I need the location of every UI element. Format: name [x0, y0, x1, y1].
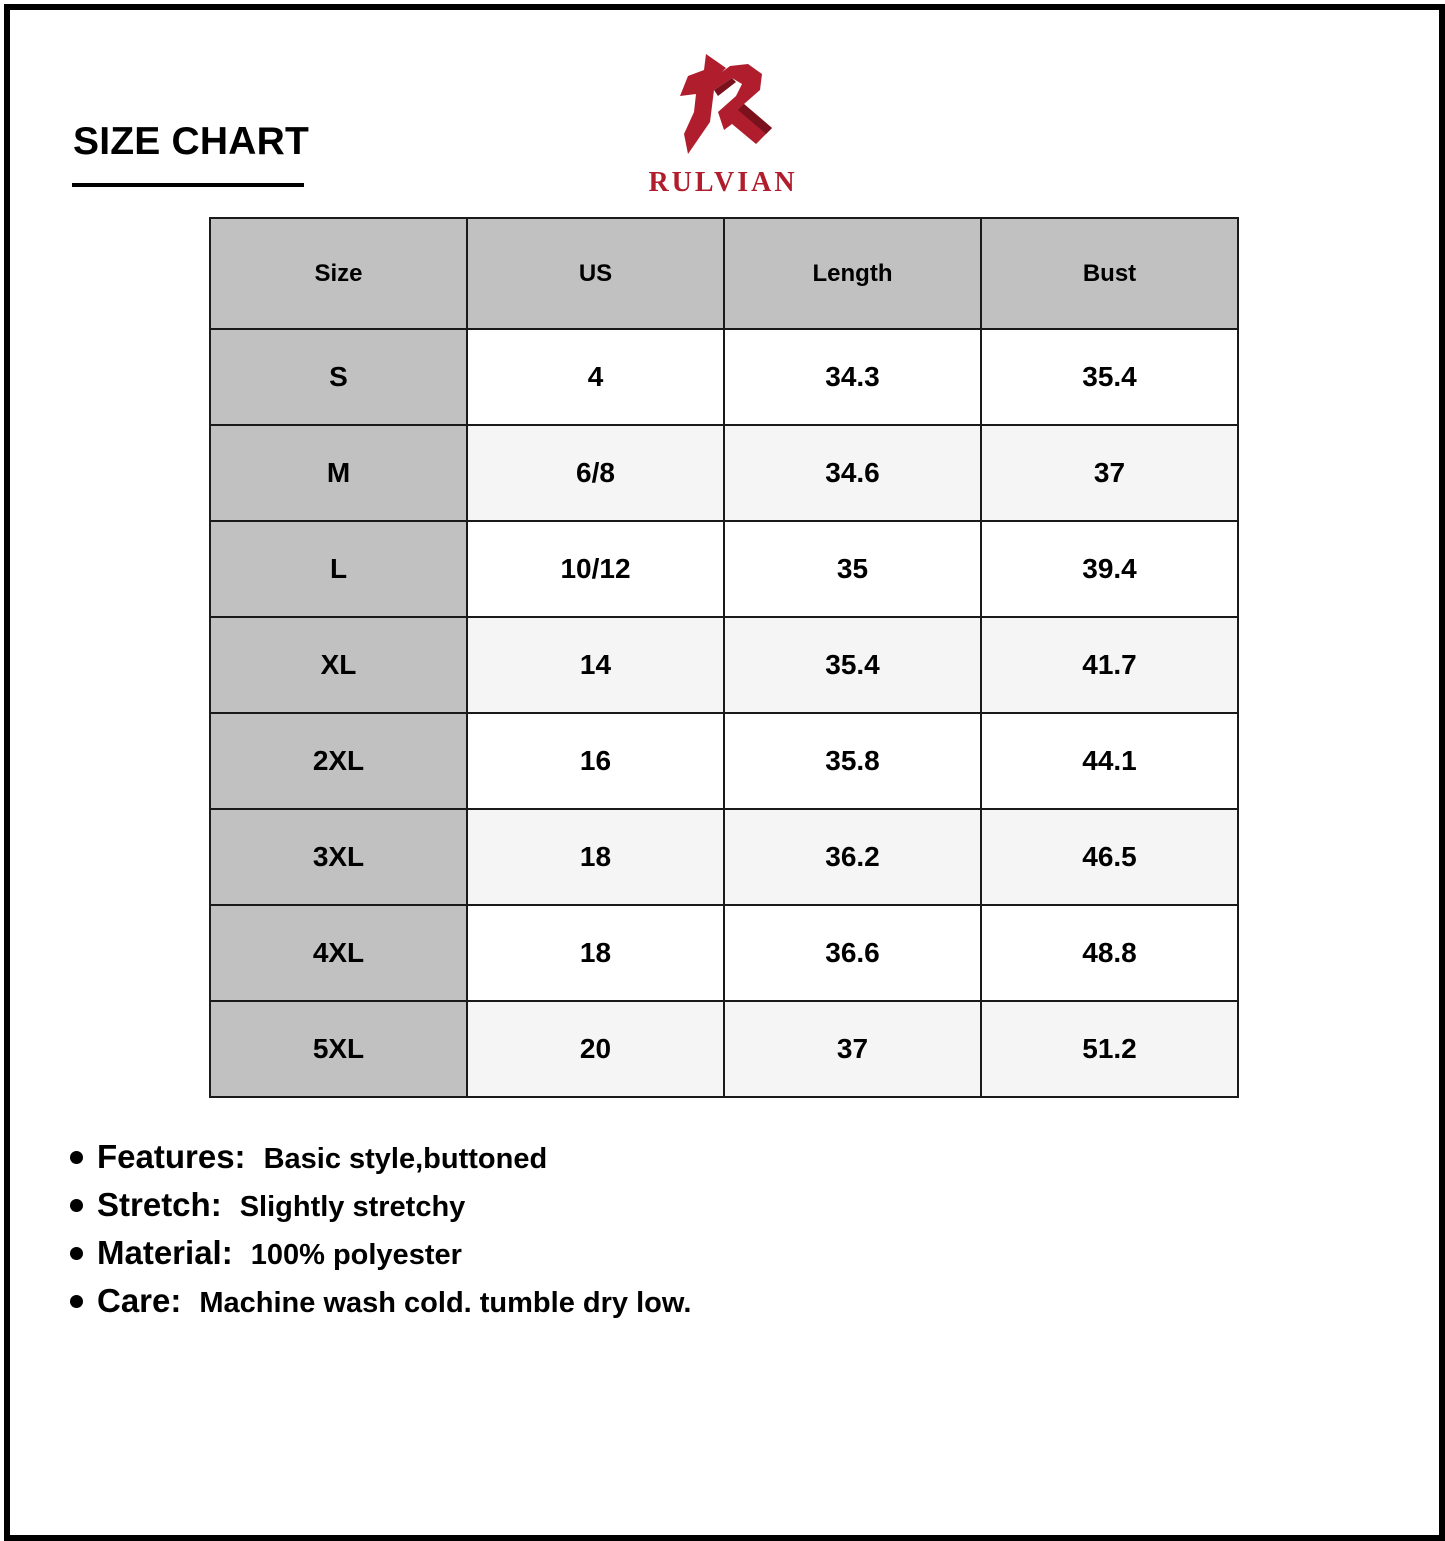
column-header-length: Length — [724, 218, 981, 329]
table-row — [210, 713, 1238, 809]
rulvian-r-logo-icon — [674, 50, 774, 162]
length-cell: 37 — [724, 1001, 981, 1097]
detail-label: Features: — [97, 1138, 246, 1175]
table-row — [210, 329, 1238, 425]
us-cell: 18 — [467, 809, 724, 905]
detail-value: Machine wash cold. tumble dry low. — [199, 1287, 692, 1319]
us-cell: 6/8 — [467, 425, 724, 521]
size-cell: 3XL — [210, 809, 467, 905]
table-row — [210, 905, 1238, 1001]
size-cell: XL — [210, 617, 467, 713]
bust-cell: 44.1 — [981, 713, 1238, 809]
us-cell: 10/12 — [467, 521, 724, 617]
brand-name: RULVIAN — [648, 167, 798, 198]
detail-value: 100% polyester — [250, 1239, 462, 1271]
length-cell: 35.4 — [724, 617, 981, 713]
list-item-stretch — [70, 1186, 691, 1234]
table-row — [210, 1001, 1238, 1097]
bust-cell: 37 — [981, 425, 1238, 521]
bust-cell: 48.8 — [981, 905, 1238, 1001]
bullet-icon — [70, 1247, 83, 1260]
column-header-size: Size — [210, 218, 467, 329]
size-chart-table — [209, 217, 1239, 1098]
page-title: SIZE CHART — [73, 120, 309, 163]
column-header-bust: Bust — [981, 218, 1238, 329]
bust-cell: 46.5 — [981, 809, 1238, 905]
bullet-icon — [70, 1199, 83, 1212]
length-cell: 35 — [724, 521, 981, 617]
bullet-icon — [70, 1295, 83, 1308]
bust-cell: 35.4 — [981, 329, 1238, 425]
length-cell: 34.3 — [724, 329, 981, 425]
us-cell: 16 — [467, 713, 724, 809]
detail-label: Material: — [97, 1234, 233, 1271]
table-row — [210, 521, 1238, 617]
bullet-icon — [70, 1151, 83, 1164]
size-cell: M — [210, 425, 467, 521]
size-cell: 2XL — [210, 713, 467, 809]
column-header-us: US — [467, 218, 724, 329]
size-cell: 4XL — [210, 905, 467, 1001]
length-cell: 34.6 — [724, 425, 981, 521]
bust-cell: 41.7 — [981, 617, 1238, 713]
bust-cell: 51.2 — [981, 1001, 1238, 1097]
detail-value: Slightly stretchy — [239, 1191, 466, 1223]
product-details-list — [70, 1138, 691, 1330]
detail-label: Stretch: — [97, 1186, 222, 1223]
size-cell: L — [210, 521, 467, 617]
table-row — [210, 425, 1238, 521]
detail-label: Care: — [97, 1282, 182, 1319]
list-item-care — [70, 1282, 691, 1330]
length-cell: 36.2 — [724, 809, 981, 905]
detail-value: Basic style,buttoned — [263, 1143, 548, 1175]
title-underline — [72, 183, 304, 187]
brand-logo — [618, 50, 828, 200]
us-cell: 20 — [467, 1001, 724, 1097]
us-cell: 18 — [467, 905, 724, 1001]
us-cell: 4 — [467, 329, 724, 425]
size-cell: 5XL — [210, 1001, 467, 1097]
length-cell: 35.8 — [724, 713, 981, 809]
us-cell: 14 — [467, 617, 724, 713]
list-item-features — [70, 1138, 691, 1186]
table-row — [210, 809, 1238, 905]
list-item-material — [70, 1234, 691, 1282]
table-row — [210, 617, 1238, 713]
size-cell: S — [210, 329, 467, 425]
bust-cell: 39.4 — [981, 521, 1238, 617]
length-cell: 36.6 — [724, 905, 981, 1001]
table-header-row — [210, 218, 1238, 329]
